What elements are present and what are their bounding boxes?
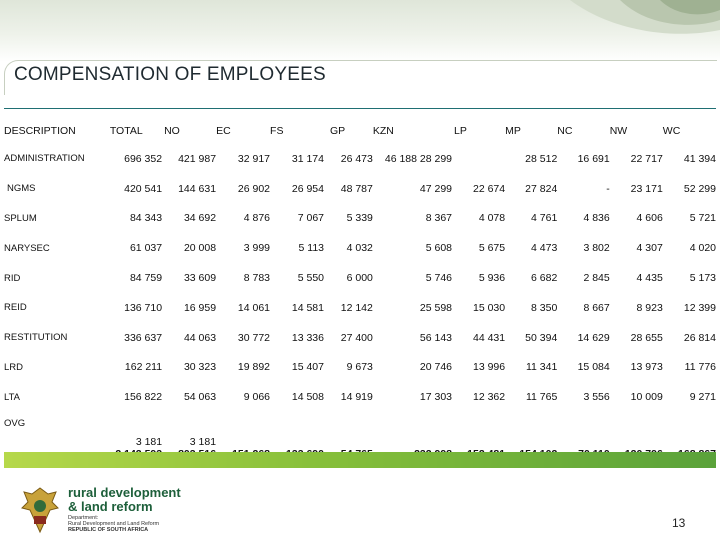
row-label: LTA — [4, 391, 21, 403]
brand-line-2: & land reform — [68, 499, 153, 514]
cell-fs: 31 174 — [291, 152, 324, 165]
col-header: MP — [505, 125, 521, 137]
cell-total: 156 822 — [124, 391, 163, 404]
cell-nw: 8 923 — [636, 301, 663, 314]
cell-gp: 14 919 — [340, 391, 373, 404]
cell-wc: 12 399 — [683, 301, 716, 314]
cell-nw: 13 973 — [630, 361, 663, 374]
cell-nc: 3 556 — [583, 391, 610, 404]
cell-lp: 5 936 — [478, 272, 506, 285]
cell-gp: 9 673 — [346, 361, 373, 374]
cell-gp: 26 473 — [340, 152, 373, 165]
cell-ec: 4 876 — [243, 212, 271, 225]
cell-no: 34 692 — [183, 212, 217, 225]
cell-no: 20 008 — [183, 242, 217, 255]
cell-gp: 48 787 — [340, 182, 373, 195]
coat-of-arms-icon — [18, 486, 62, 534]
cell-kzn: 5 746 — [425, 272, 453, 285]
cell-kzn: 20 746 — [419, 361, 453, 374]
row-label: NARYSEC — [4, 242, 50, 254]
cell-kzn: 17 303 — [419, 391, 453, 404]
cell-ec — [216, 412, 270, 448]
cell-mp: 4 473 — [531, 242, 558, 255]
col-header: LP — [454, 125, 467, 137]
cell-kzn: 25 598 — [419, 301, 453, 314]
footer-green-bar — [4, 452, 716, 468]
cell-gp: 27 400 — [340, 331, 373, 344]
cell-wc: 5 173 — [689, 272, 716, 285]
cell-nc: 15 084 — [577, 361, 610, 374]
brand-line-1: rural development — [68, 485, 181, 500]
cell-ec: 8 783 — [243, 272, 271, 285]
cell-fs: 14 581 — [291, 301, 324, 314]
cell-nc: 14 629 — [577, 331, 610, 344]
cell-nw: 23 171 — [630, 182, 663, 195]
cell-lp: 12 362 — [472, 391, 506, 404]
department-logo — [18, 484, 218, 536]
table-row — [4, 144, 716, 174]
cell-wc: 9 271 — [689, 391, 716, 404]
cell-lp: 44 431 — [472, 331, 506, 344]
cell-total: 136 710 — [124, 301, 163, 314]
cell-fs: 26 954 — [291, 182, 324, 195]
page-number: 13 — [672, 516, 686, 530]
cell-lp — [452, 144, 505, 174]
cell-nc: 3 802 — [583, 242, 610, 255]
cell-gp: 4 032 — [346, 242, 373, 255]
cell-nw: 10 009 — [630, 391, 663, 404]
cell-fs: 5 113 — [298, 242, 324, 255]
compensation-table — [4, 118, 716, 464]
row-label: OVG — [4, 418, 26, 430]
table-row — [4, 233, 716, 263]
page-title: COMPENSATION OF EMPLOYEES — [14, 64, 326, 85]
cell-nc: - — [606, 182, 610, 195]
table-header-row — [4, 118, 716, 144]
cell-nc: 4 836 — [583, 212, 610, 225]
table-row — [4, 174, 716, 204]
cell-kzn: 5 608 — [425, 242, 453, 255]
cell-lp: 15 030 — [472, 301, 506, 314]
cell-lp: 4 078 — [478, 212, 506, 225]
table-row — [4, 382, 716, 412]
cell-ec: 14 061 — [237, 301, 271, 314]
cell-mp: 11 341 — [525, 361, 558, 374]
cell-total: 61 037 — [129, 242, 163, 255]
col-header: FS — [270, 125, 284, 137]
table-row — [4, 353, 716, 383]
row-label: ADMINISTRATION — [4, 153, 85, 165]
cell-gp — [324, 412, 373, 448]
col-header: DESCRIPTION — [4, 125, 76, 137]
cell-lp: 22 674 — [472, 182, 506, 195]
cell-kzn: 8 367 — [425, 212, 453, 225]
col-header: WC — [662, 125, 681, 137]
table-row — [4, 323, 716, 353]
cell-total: 696 352 — [124, 152, 163, 165]
cell-lp — [452, 412, 505, 448]
cell-no: 3 181 — [189, 435, 217, 448]
cell-fs: 15 407 — [291, 361, 324, 374]
cell-no: 144 631 — [178, 182, 217, 195]
cell-nc — [557, 412, 609, 448]
cell-wc: 41 394 — [683, 152, 716, 165]
department-text — [68, 515, 159, 533]
cell-lp: 5 675 — [478, 242, 506, 255]
cell-total: 3 181 — [135, 435, 163, 448]
cell-nw — [610, 412, 663, 448]
cell-no: 44 063 — [183, 331, 217, 344]
cell-nw: 4 307 — [636, 242, 663, 255]
cell-nw: 4 606 — [636, 212, 663, 225]
cell-fs: 7 067 — [297, 212, 324, 225]
col-header: EC — [216, 125, 231, 137]
cell-nw: 4 435 — [636, 272, 663, 285]
cell-nc: 8 667 — [583, 301, 610, 314]
cell-ec: 32 917 — [237, 152, 271, 165]
row-label: REID — [4, 302, 27, 314]
cell-no: 54 063 — [183, 391, 217, 404]
cell-total: 84 343 — [129, 212, 163, 225]
cell-nw: 22 717 — [630, 152, 663, 165]
dept-country: REPUBLIC OF SOUTH AFRICA — [68, 527, 149, 533]
table-row — [4, 263, 716, 293]
cell-mp: 50 394 — [525, 331, 558, 344]
cell-wc: 11 776 — [684, 361, 716, 374]
col-header: NO — [164, 125, 180, 137]
row-label: SPLUM — [4, 212, 37, 224]
cell-wc: 26 814 — [683, 331, 716, 344]
cell-nw: 28 655 — [630, 331, 663, 344]
cell-kzn: 47 299 — [419, 182, 453, 195]
col-header: NC — [557, 125, 573, 137]
col-header: GP — [330, 125, 346, 137]
cell-ec: 30 772 — [237, 331, 271, 344]
cell-wc: 4 020 — [689, 242, 716, 255]
dept-name: Rural Development and Land Reform — [68, 521, 160, 527]
header-rule — [4, 108, 716, 109]
col-header: KZN — [372, 125, 394, 137]
cell-kzn — [373, 412, 452, 448]
cell-fs: 13 336 — [291, 331, 324, 344]
cell-mp: 4 761 — [531, 212, 558, 225]
cell-nc: 2 845 — [583, 272, 610, 285]
cell-kzn: 46 188 28 299 — [384, 152, 453, 165]
cell-total: 420 541 — [124, 182, 163, 195]
cell-lp: 13 996 — [472, 361, 506, 374]
cell-mp: 28 512 — [525, 152, 558, 165]
cell-ec: 26 902 — [237, 182, 271, 195]
cell-ec: 9 066 — [243, 391, 271, 404]
col-header: TOTAL — [109, 125, 143, 137]
row-label: LRD — [4, 361, 24, 373]
cell-mp: 11 765 — [525, 391, 558, 404]
cell-kzn: 56 143 — [419, 331, 453, 344]
cell-total: 84 759 — [129, 272, 163, 285]
cell-mp: 8 350 — [531, 301, 558, 314]
cell-wc — [663, 412, 716, 448]
cell-fs: 14 508 — [291, 391, 324, 404]
cell-gp: 5 339 — [346, 212, 373, 225]
table-row — [4, 293, 716, 323]
cell-no: 16 959 — [183, 301, 217, 314]
cell-mp: 27 824 — [525, 182, 558, 195]
col-header: NW — [609, 125, 628, 137]
cell-mp: 6 682 — [531, 272, 558, 285]
cell-no: 421 987 — [178, 152, 217, 165]
cell-mp — [505, 412, 557, 448]
cell-fs — [270, 412, 324, 448]
cell-gp: 6 000 — [346, 272, 373, 285]
cell-wc: 52 299 — [683, 182, 716, 195]
row-label: NGMS — [7, 183, 36, 195]
dept-label: Department: — [68, 515, 99, 521]
row-label: RESTITUTION — [4, 332, 68, 344]
cell-wc: 5 721 — [689, 212, 716, 225]
row-label: RID — [4, 272, 21, 284]
table-row — [4, 412, 716, 448]
cell-gp: 12 142 — [340, 301, 373, 314]
cell-total: 162 211 — [124, 361, 163, 374]
cell-fs: 5 550 — [297, 272, 324, 285]
cell-no: 33 609 — [183, 272, 217, 285]
cell-ec: 19 892 — [237, 361, 271, 374]
cell-no: 30 323 — [183, 361, 217, 374]
table-row — [4, 204, 716, 234]
cell-nc: 16 691 — [577, 152, 610, 165]
cell-ec: 3 999 — [243, 242, 271, 255]
cell-total: 336 637 — [124, 331, 163, 344]
